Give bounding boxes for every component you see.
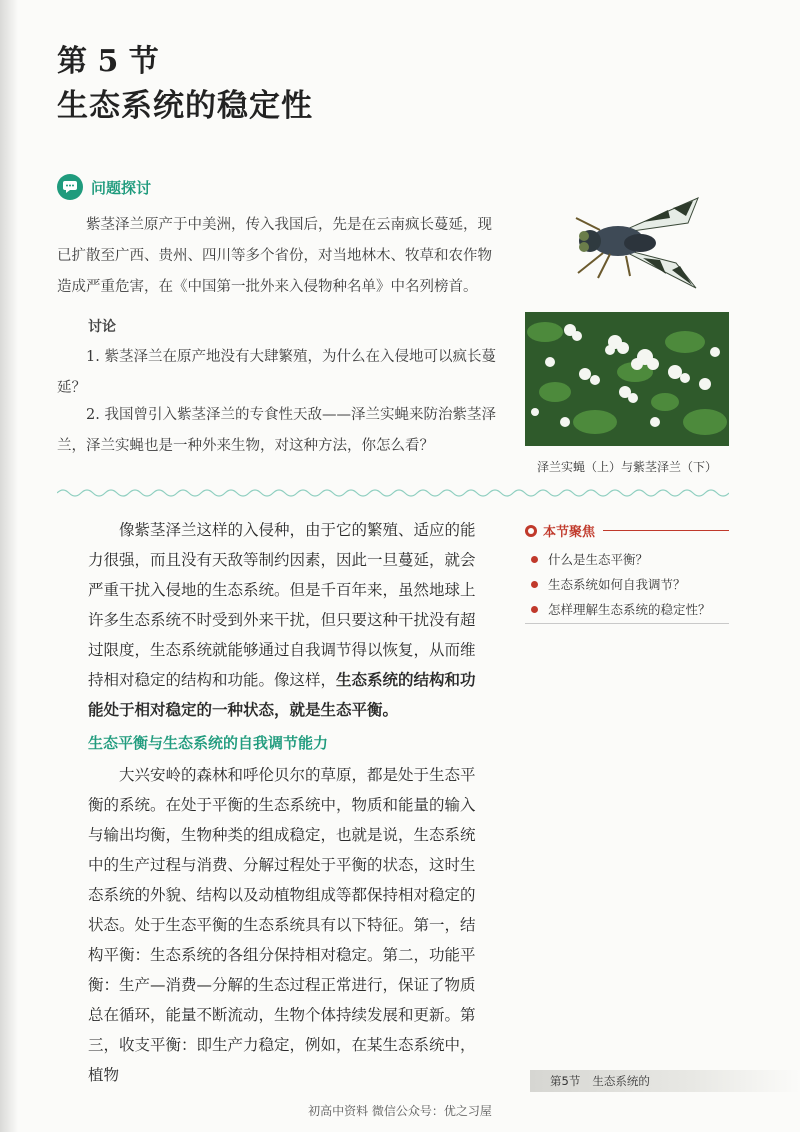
p1-text: 像紫茎泽兰这样的入侵种，由于它的繁殖、适应的能力很强，而且没有天敌等制约因素，因此一旦蔓延，就会严重干扰入侵地的生态系统。但是千百年来，虽然地球上许多生态系统不时受到外来干扰，但只要这种干扰没有超过限度，生态系统就能够通过自我调节得以恢复，从而维持相对稳定的结构和功能。像这样， — [88, 521, 476, 689]
section-divider — [57, 487, 729, 499]
focus-bottom-rule — [525, 623, 729, 624]
image-caption: 泽兰实蝇（上）与紫茎泽兰（下） — [536, 460, 717, 474]
footer-title: 生态系统的 — [592, 1074, 650, 1088]
question-paragraph: 紫茎泽兰原产于中美洲，传入我国后，先是在云南疯长蔓延，现已扩散至广西、贵州、四川等多个省份，对当地林木、牧草和农作物造成严重危害，在《中国第一批外来入侵物种名单》中名列榜首。 — [57, 217, 492, 295]
page-binding-shadow — [0, 0, 18, 1132]
discussion-label: 讨论 — [88, 319, 116, 335]
question-header — [57, 174, 151, 200]
bullet-icon — [531, 556, 538, 563]
chat-bubble-icon — [57, 174, 83, 200]
section-number: 第 5 节 — [57, 44, 159, 79]
subheading: 生态平衡与生态系统的自我调节能力 — [88, 734, 329, 752]
focus-title: 本节聚焦 — [543, 525, 596, 540]
discussion-item-2: 2. 我国曾引入紫茎泽兰的专食性天敌——泽兰实蝇来防治紫茎泽兰，泽兰实蝇也是一种外来生物，对这种方法，你怎么看？ — [57, 407, 496, 454]
section-title: 生态系统的稳定性 — [57, 88, 313, 124]
footer-section: 第5节 — [550, 1074, 581, 1088]
focus-item-text: 什么是生态平衡？ — [548, 552, 649, 567]
question-title: 问题探讨 — [91, 178, 152, 197]
focus-item — [525, 597, 735, 622]
main-paragraph-1 — [88, 515, 488, 725]
p1-definition: 生态系统的结构和功能处于相对稳定的一种状态，就是生态平衡。 — [88, 671, 476, 719]
focus-circle-icon — [525, 525, 537, 537]
focus-item — [525, 547, 735, 572]
focus-rule — [603, 530, 729, 531]
focus-item — [525, 572, 735, 597]
bullet-icon — [531, 581, 538, 588]
discussion-item-1: 1. 紫茎泽兰在原产地没有大肆繁殖，为什么在入侵地可以疯长蔓延？ — [57, 349, 496, 396]
plant-photo — [525, 312, 729, 446]
main-paragraph-2: 大兴安岭的森林和呼伦贝尔的草原，都是处于生态平衡的系统。在处于平衡的生态系统中，物质和能量的输入与输出均衡，生物种类的组成稳定，也就是说，生态系统中的生产过程与消费、分解过程处于平衡的状态，这时生态系统的外貌、结构以及动植物组成等都保持相对稳定的状态。处于生态平衡的生态系统具有以下特征。第一，结构平衡：生态系统的各组分保持相对稳定。第二，功能平衡：生产—消费—分解的生态过程正常进行，保证了物质总在循环，能量不断流动，生物个体持续发展和更新。第三，收支平衡：即生产力稳定，例如，在某生态系统中，植物 — [88, 766, 476, 1084]
focus-item-text: 生态系统如何自我调节？ — [548, 577, 686, 592]
page-footer-tab — [530, 1070, 800, 1092]
focus-list — [525, 547, 735, 622]
fly-image — [548, 188, 708, 298]
watermark-text: 初高中资料 微信公众号：优之习屋 — [308, 1104, 492, 1118]
focus-header — [525, 521, 729, 540]
bullet-icon — [531, 606, 538, 613]
focus-item-text: 怎样理解生态系统的稳定性？ — [548, 602, 711, 617]
